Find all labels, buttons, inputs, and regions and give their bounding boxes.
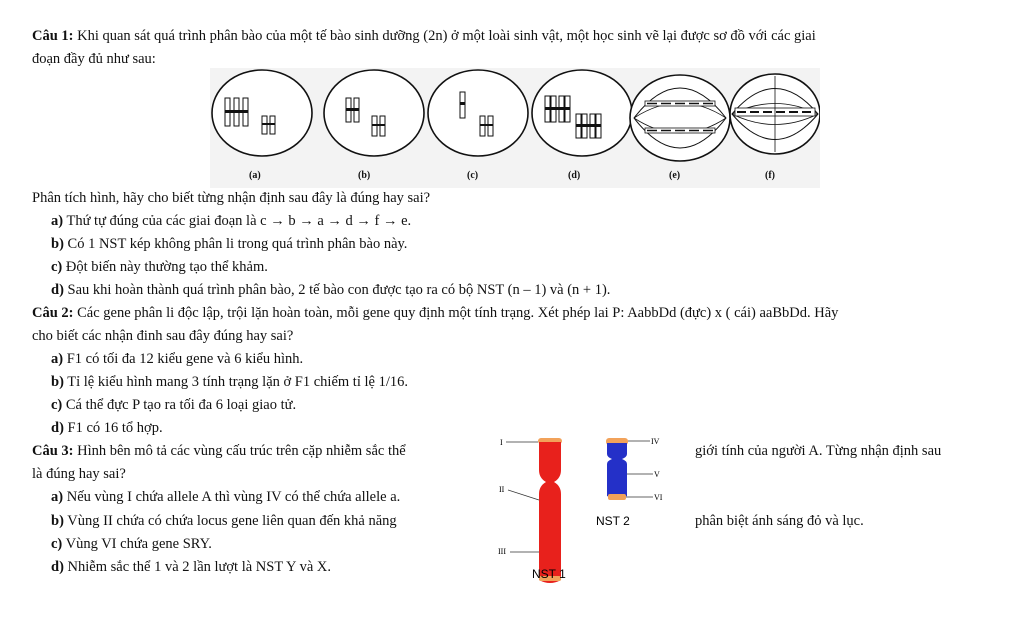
fig-label-e: (e) xyxy=(669,170,681,181)
region-label-v: V xyxy=(654,470,660,479)
region-label-i: I xyxy=(500,438,503,447)
q1-item-a: a) Thứ tự đúng của các giai đoạn là c → b → a → d → f → e. xyxy=(51,213,412,229)
q3-item-d: d) Nhiễm sắc thể 1 và 2 lần lượt là NST Y và X. xyxy=(51,559,331,575)
q2-item-c: c) Cá thể đực P tạo ra tối đa 6 loại giao tử. xyxy=(51,397,297,413)
q1-prompt: Phân tích hình, hãy cho biết từng nhận định sau đây là đúng hay sai? xyxy=(32,190,431,206)
cell-b xyxy=(324,70,424,156)
q2-label: Câu 2: xyxy=(32,305,74,321)
q1-text-1: Khi quan sát quá trình phân bào của một tế bào sinh dưỡng (2n) ở một loài sinh vật, một học sinh vẽ lại được sơ đồ với các giai xyxy=(73,28,816,44)
q1-line-2: đoạn đầy đủ như sau: xyxy=(32,51,156,67)
q2-item-a: a) F1 có tối đa 12 kiểu gene và 6 kiểu hình. xyxy=(51,351,304,367)
fig-label-c: (c) xyxy=(467,170,479,181)
q1-item-b: b) Có 1 NST kép không phân li trong quá trình phân bào này. xyxy=(51,236,408,252)
q3-line-1b: giới tính của người A. Từng nhận định sau xyxy=(695,443,942,459)
q2-line-1: Câu 2: Các gene phân li độc lập, trội lặn hoàn toàn, mỗi gene quy định một tính trạng. Xét phép lai P: AabbDd (đực) x ( cái) aaBbDd. Hãy xyxy=(32,305,839,321)
q1-label: Câu 1: xyxy=(32,28,74,44)
chromosome-nst2 xyxy=(606,438,628,500)
chromosome-name-2: NST 2 xyxy=(596,514,630,528)
region-label-iii: III xyxy=(498,547,506,556)
q3-label: Câu 3: xyxy=(32,443,74,459)
region-label-ii: II xyxy=(499,485,505,494)
cell-f xyxy=(730,74,820,154)
sex-chromosome-figure xyxy=(488,430,688,590)
cell-a xyxy=(212,70,312,156)
region-label-vi: VI xyxy=(654,493,663,502)
q2-item-d: d) F1 có 16 tổ hợp. xyxy=(51,420,163,436)
q3-item-c: c) Vùng VI chứa gene SRY. xyxy=(51,536,212,552)
q3-item-b-cont: phân biệt ánh sáng đỏ và lục. xyxy=(695,513,864,529)
region-label-iv: IV xyxy=(651,437,660,446)
cell-division-figure xyxy=(210,68,820,188)
fig-label-f: (f) xyxy=(765,170,775,181)
q3-item-b: b) Vùng II chứa có chứa locus gene liên quan đến khả năng xyxy=(51,513,397,529)
q2-item-b: b) Tỉ lệ kiểu hình mang 3 tính trạng lặn ở F1 chiếm tỉ lệ 1/16. xyxy=(51,374,408,390)
q3-item-a: a) Nếu vùng I chứa allele A thì vùng IV có thể chứa allele a. xyxy=(51,489,401,505)
cell-e xyxy=(630,75,730,161)
q1-item-c: c) Đột biến này thường tạo thể khảm. xyxy=(51,259,268,275)
q3-line-2: là đúng hay sai? xyxy=(32,466,126,482)
q1-item-d: d) Sau khi hoàn thành quá trình phân bào, 2 tế bào con được tạo ra có bộ NST (n – 1) và (n + 1). xyxy=(51,282,611,298)
q3-line-1a: Câu 3: Hình bên mô tả các vùng cấu trúc trên cặp nhiễm sắc thể xyxy=(32,443,406,459)
fig-label-b: (b) xyxy=(358,170,371,181)
cell-d xyxy=(532,70,632,156)
chromosome-name-1: NST 1 xyxy=(532,567,566,581)
q1-line-1 xyxy=(32,27,816,45)
cell-division-diagram xyxy=(210,68,820,188)
fig-label-a: (a) xyxy=(249,170,261,181)
q2-line-2: cho biết các nhận đinh sau đây đúng hay sai? xyxy=(32,328,294,344)
sex-chromosome-diagram xyxy=(488,430,688,590)
chromosome-nst1 xyxy=(538,438,562,583)
cell-c xyxy=(428,70,528,156)
fig-label-d: (d) xyxy=(568,170,581,181)
